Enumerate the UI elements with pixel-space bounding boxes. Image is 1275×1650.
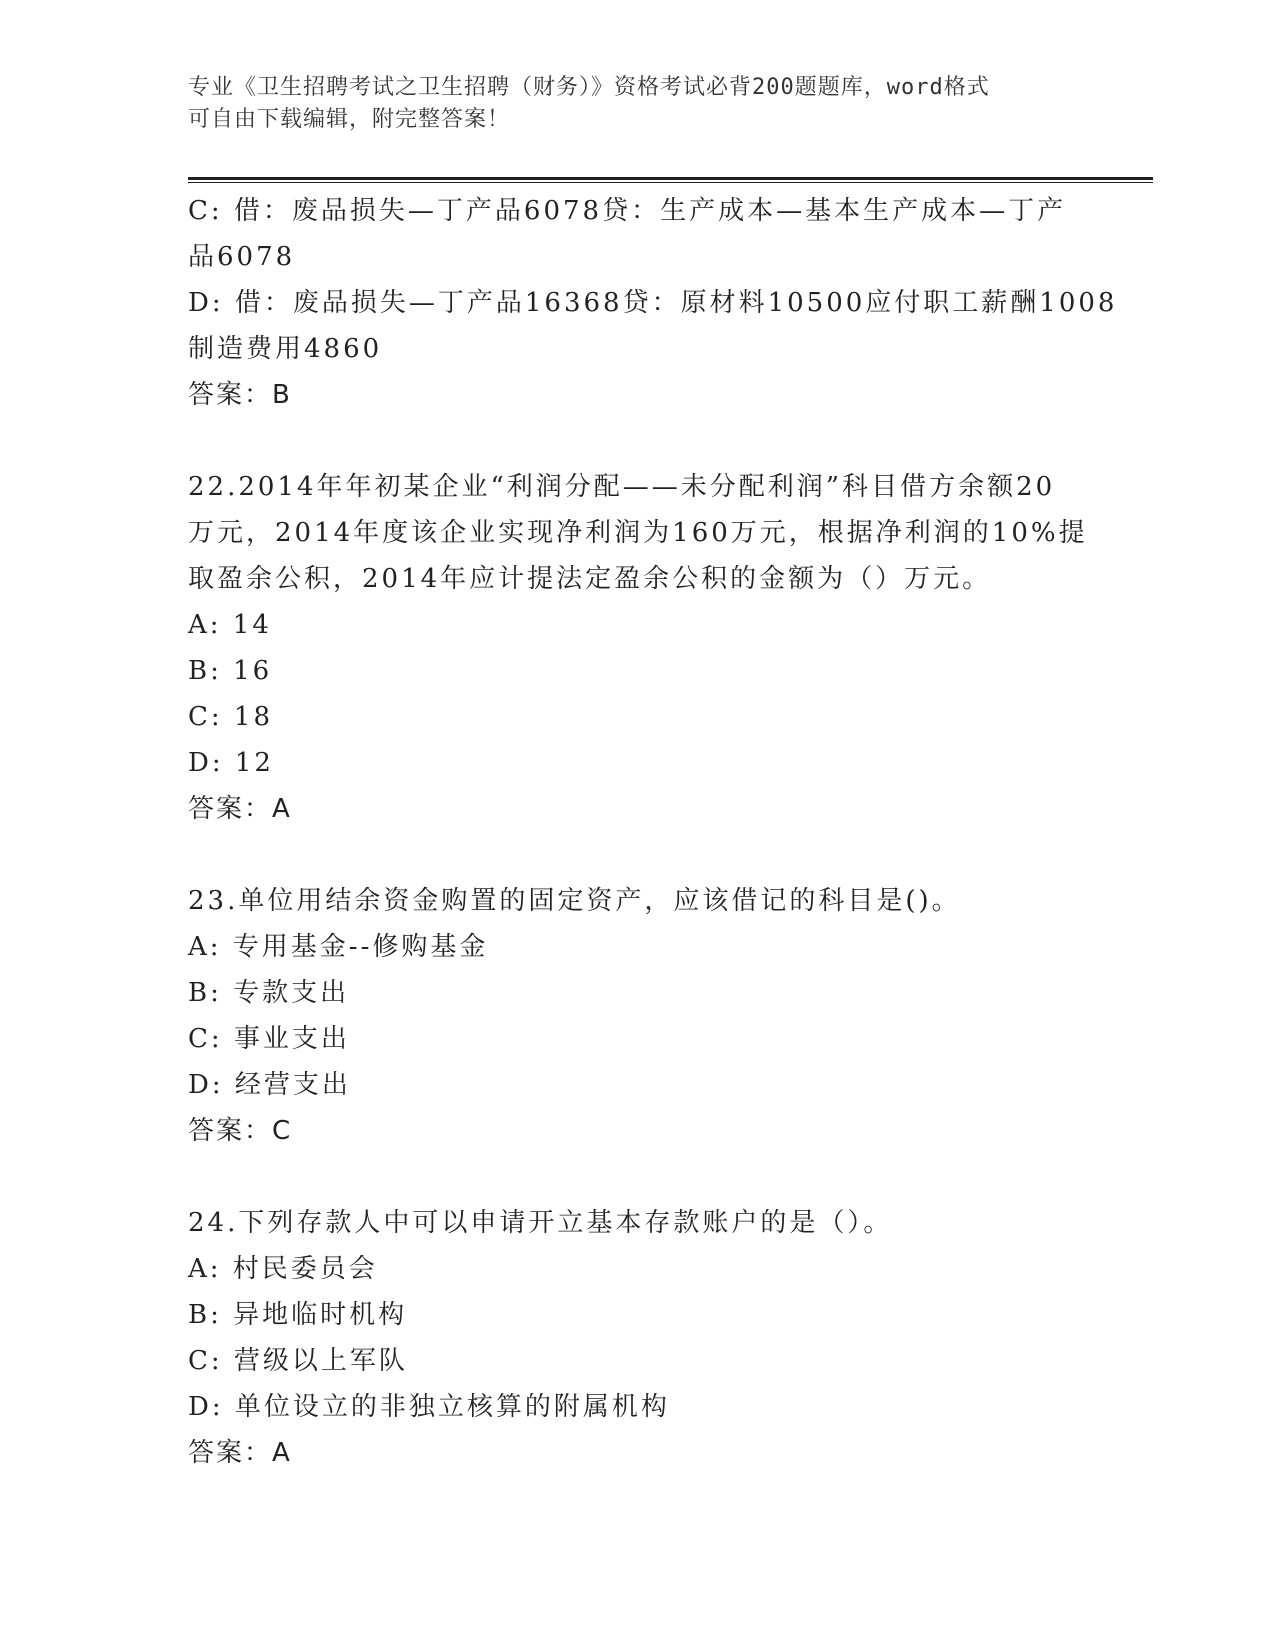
answer: 答案：B	[188, 380, 292, 410]
question-content	[188, 188, 1118, 1476]
answer: 答案：A	[188, 794, 292, 824]
header-line-1: 专业《卫生招聘考试之卫生招聘（财务）》资格考试必背200题题库，word格式	[188, 75, 990, 100]
option-d: D: 经营支出	[188, 1070, 351, 1100]
option-c: C: 借：废品损失—丁产品6078贷：生产成本—基本生产成本—丁产	[188, 196, 1067, 226]
header-rule-thick	[188, 177, 1153, 180]
spacer	[188, 832, 1088, 878]
option-d: D: 借：废品损失—丁产品16368贷：原材料10500应付职工薪酬1008	[188, 288, 1118, 318]
question-stem: 22.2014年年初某企业“利润分配——未分配利润”科目借方余额20	[188, 472, 1056, 502]
option-a: A: 14	[188, 610, 272, 640]
question-stem-continued: 取盈余公积，2014年应计提法定盈余公积的金额为（）万元。	[188, 564, 992, 594]
spacer	[188, 418, 1088, 464]
option-c-continued: 品6078	[188, 242, 296, 272]
header-rule-thin	[188, 182, 1153, 183]
spacer	[188, 1154, 1088, 1200]
option-d: D: 单位设立的非独立核算的附属机构	[188, 1392, 670, 1422]
option-c: C: 事业支出	[188, 1024, 350, 1054]
option-d: D: 12	[188, 748, 274, 778]
option-a: A: 村民委员会	[188, 1254, 378, 1284]
question-stem-continued: 万元，2014年度该企业实现净利润为160万元，根据净利润的10%提	[188, 518, 1088, 548]
header-line-2: 可自由下载编辑，附完整答案！	[188, 107, 511, 132]
question-21-tail	[188, 188, 1118, 418]
option-a: A: 专用基金--修购基金	[188, 932, 489, 962]
option-c: C: 18	[188, 702, 274, 732]
option-b: B: 异地临时机构	[188, 1300, 408, 1330]
document-header	[188, 72, 1068, 136]
answer: 答案：A	[188, 1438, 292, 1468]
question-22	[188, 464, 1088, 832]
option-c: C: 营级以上军队	[188, 1346, 408, 1376]
option-b: B: 16	[188, 656, 273, 686]
answer: 答案：C	[188, 1116, 293, 1146]
question-23	[188, 878, 1088, 1154]
question-24	[188, 1200, 1088, 1476]
question-stem: 23.单位用结余资金购置的固定资产，应该借记的科目是()。	[188, 886, 961, 916]
question-stem: 24.下列存款人中可以申请开立基本存款账户的是（）。	[188, 1208, 893, 1238]
option-b: B: 专款支出	[188, 978, 350, 1008]
option-d-continued: 制造费用4860	[188, 334, 383, 364]
